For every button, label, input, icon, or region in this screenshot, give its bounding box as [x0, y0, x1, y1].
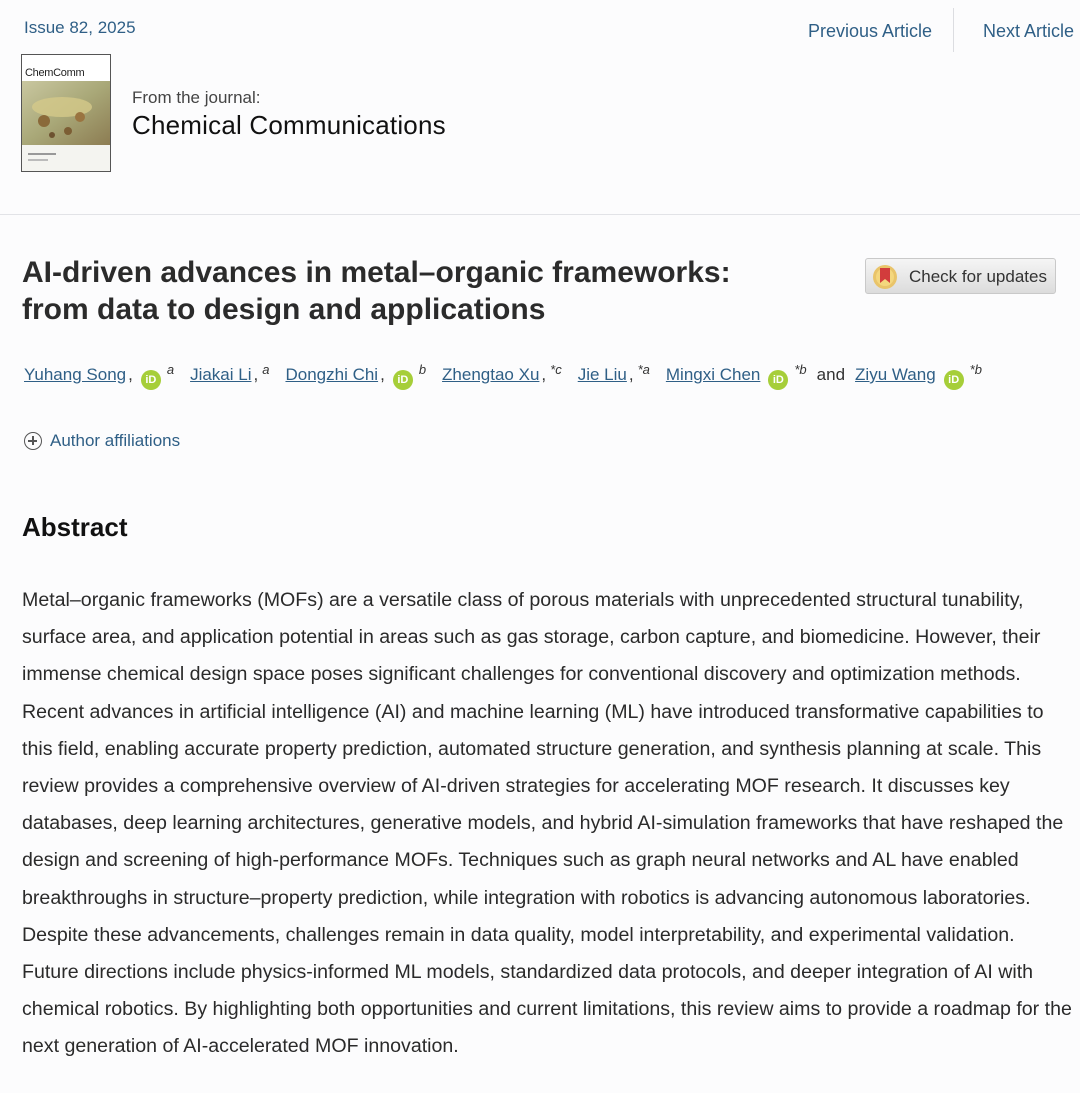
header-divider [0, 214, 1080, 215]
author-affiliations-label: Author affiliations [50, 431, 181, 450]
author-conjunction: and [816, 365, 846, 384]
crossmark-icon [872, 264, 898, 290]
affiliation-mark: a [166, 362, 175, 377]
next-article-link[interactable]: Next Article [983, 21, 1075, 41]
author-separator: , [628, 365, 634, 384]
title-line-1: AI-driven advances in metal–organic frameworks: [22, 256, 731, 289]
orcid-icon[interactable]: iD [768, 370, 788, 390]
author-link[interactable]: Jiakai Li [190, 365, 252, 384]
affiliation-mark: a [262, 362, 270, 377]
plus-circle-icon [24, 432, 42, 450]
affiliation-mark: *c [550, 362, 562, 377]
previous-article-link[interactable]: Previous Article [808, 21, 933, 41]
author-link[interactable]: Dongzhi Chi [285, 365, 379, 384]
nav-divider [953, 8, 954, 52]
cover-artwork [22, 81, 110, 171]
issue-label[interactable]: Issue 82, 2025 [24, 18, 136, 37]
article-header [0, 0, 1080, 214]
article-title [22, 254, 842, 328]
orcid-icon[interactable]: iD [944, 370, 964, 390]
author-separator: , [128, 365, 133, 384]
author-link[interactable]: Jie Liu [577, 365, 627, 384]
check-for-updates-button[interactable] [865, 258, 1056, 294]
author-link[interactable]: Ziyu Wang [855, 365, 936, 384]
affiliation-mark: *a [637, 362, 650, 377]
abstract-text: Metal–organic frameworks (MOFs) are a versatile class of porous materials with unprecedented structural tunability, surface area, and application potential in areas such as gas storage, carbon capture, and biomedicine. However, their immense chemical design space poses significant challenges for conventional discovery and optimization methods. Recent advances in artificial intelligence (AI) and machine learning (ML) have introduced transformative capabilities to this field, enabling accurate property prediction, automated structure generation, and synthesis planning at scale. This review provides a comprehensive overview of AI-driven strategies for accelerating MOF research. It discusses key databases, deep learning architectures, generative models, and hybrid AI-simulation frameworks that have reshaped the design and screening of high-performance MOFs. Techniques such as graph neural networks and AL have enabled breakthroughs in structure–property prediction, while integration with robotics is advancing autonomous laboratories. Despite these advancements, challenges remain in data quality, model interpretability, and experimental validation. Future directions include physics-informed ML models, standardized data protocols, and deeper integration of AI with chemical robotics. By highlighting both opportunities and current limitations, this review aims to provide a roadmap for the next generation of AI-accelerated MOF innovation. [22, 589, 1072, 1058]
affiliation-mark: b [418, 362, 427, 377]
author-separator: , [380, 365, 385, 384]
author-separator: , [253, 365, 259, 384]
author-link[interactable]: Yuhang Song [24, 365, 127, 384]
author-list [24, 362, 982, 390]
orcid-icon[interactable]: iD [393, 370, 413, 390]
author-link[interactable]: Mingxi Chen [665, 365, 761, 384]
journal-cover-image[interactable] [21, 54, 111, 172]
journal-name[interactable]: Chemical Communications [132, 110, 446, 140]
author-affiliations-toggle[interactable] [24, 431, 180, 451]
cover-title: ChemComm [25, 67, 85, 79]
abstract-heading: Abstract [22, 512, 128, 542]
check-for-updates-label: Check for updates [909, 267, 1047, 286]
author-separator: , [541, 365, 547, 384]
orcid-icon[interactable]: iD [141, 370, 161, 390]
title-line-2: from data to design and applications [22, 293, 546, 326]
affiliation-mark: *b [794, 362, 807, 377]
author-link[interactable]: Zhengtao Xu [442, 365, 540, 384]
affiliation-mark: *b [969, 362, 982, 377]
from-journal-label: From the journal: [132, 88, 261, 107]
